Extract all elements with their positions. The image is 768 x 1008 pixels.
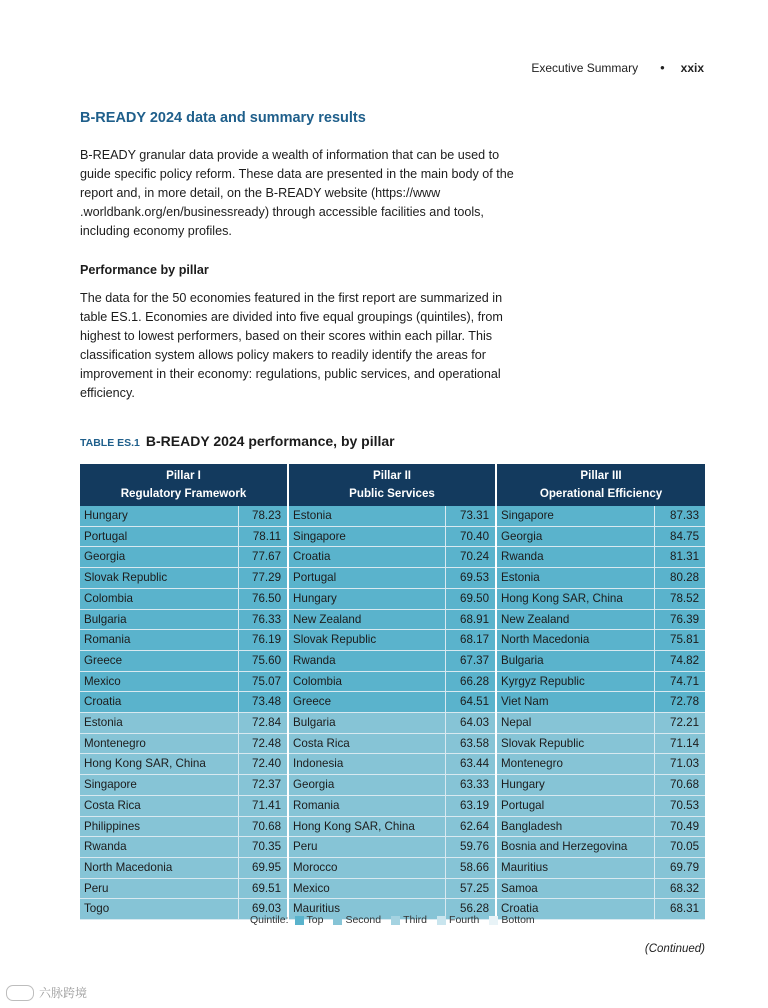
legend-item-top bbox=[295, 914, 324, 926]
table-caption bbox=[80, 433, 395, 449]
economy-pillar-1: Colombia bbox=[80, 588, 238, 609]
header-pillar-3 bbox=[496, 464, 705, 506]
score-pillar-1: 71.41 bbox=[238, 795, 288, 816]
economy-pillar-2: Colombia bbox=[288, 671, 445, 692]
header-pillar-1-line1: Pillar I bbox=[166, 469, 201, 482]
table-row bbox=[80, 650, 705, 671]
score-pillar-1: 73.48 bbox=[238, 692, 288, 713]
table-row bbox=[80, 671, 705, 692]
score-pillar-3: 71.14 bbox=[654, 733, 705, 754]
score-pillar-1: 70.68 bbox=[238, 816, 288, 837]
score-pillar-2: 63.58 bbox=[445, 733, 496, 754]
score-pillar-2: 67.37 bbox=[445, 650, 496, 671]
score-pillar-2: 68.91 bbox=[445, 609, 496, 630]
economy-pillar-2: Hungary bbox=[288, 588, 445, 609]
economy-pillar-3: North Macedonia bbox=[496, 630, 654, 651]
economy-pillar-1: Peru bbox=[80, 878, 238, 899]
economy-pillar-1: Hungary bbox=[80, 506, 238, 526]
score-pillar-3: 70.49 bbox=[654, 816, 705, 837]
score-pillar-3: 68.31 bbox=[654, 899, 705, 920]
economy-pillar-3: Montenegro bbox=[496, 754, 654, 775]
legend-item-fourth bbox=[437, 914, 479, 926]
legend-item-third bbox=[391, 914, 427, 926]
score-pillar-3: 68.32 bbox=[654, 878, 705, 899]
score-pillar-1: 69.51 bbox=[238, 878, 288, 899]
score-pillar-2: 68.17 bbox=[445, 630, 496, 651]
economy-pillar-1: Hong Kong SAR, China bbox=[80, 754, 238, 775]
economy-pillar-1: Singapore bbox=[80, 775, 238, 796]
score-pillar-2: 73.31 bbox=[445, 506, 496, 526]
economy-pillar-3: Rwanda bbox=[496, 547, 654, 568]
score-pillar-3: 84.75 bbox=[654, 526, 705, 547]
score-pillar-1: 75.07 bbox=[238, 671, 288, 692]
section-title: B-READY 2024 data and summary results bbox=[80, 110, 366, 126]
page-number: xxix bbox=[680, 60, 704, 75]
economy-pillar-2: Indonesia bbox=[288, 754, 445, 775]
economy-pillar-3: Bulgaria bbox=[496, 650, 654, 671]
score-pillar-2: 58.66 bbox=[445, 857, 496, 878]
score-pillar-3: 71.03 bbox=[654, 754, 705, 775]
watermark bbox=[6, 984, 87, 1001]
score-pillar-1: 72.40 bbox=[238, 754, 288, 775]
economy-pillar-3: New Zealand bbox=[496, 609, 654, 630]
economy-pillar-3: Nepal bbox=[496, 713, 654, 734]
table-row bbox=[80, 568, 705, 589]
running-head bbox=[531, 60, 704, 75]
score-pillar-2: 63.44 bbox=[445, 754, 496, 775]
header-pillar-1-line2: Regulatory Framework bbox=[120, 487, 247, 500]
economy-pillar-2: Georgia bbox=[288, 775, 445, 796]
score-pillar-3: 74.71 bbox=[654, 671, 705, 692]
economy-pillar-1: Estonia bbox=[80, 713, 238, 734]
score-pillar-3: 76.39 bbox=[654, 609, 705, 630]
economy-pillar-2: Romania bbox=[288, 795, 445, 816]
running-head-bullet: • bbox=[660, 60, 665, 75]
watermark-text: 六脉跨境 bbox=[39, 986, 88, 1000]
economy-pillar-1: Portugal bbox=[80, 526, 238, 547]
economy-pillar-2: Bulgaria bbox=[288, 713, 445, 734]
economy-pillar-3: Hungary bbox=[496, 775, 654, 796]
score-pillar-2: 66.28 bbox=[445, 671, 496, 692]
score-pillar-3: 81.31 bbox=[654, 547, 705, 568]
score-pillar-1: 70.35 bbox=[238, 837, 288, 858]
running-head-section: Executive Summary bbox=[531, 60, 639, 75]
table-row bbox=[80, 506, 705, 526]
economy-pillar-3: Portugal bbox=[496, 795, 654, 816]
subheading-performance-by-pillar: Performance by pillar bbox=[80, 263, 209, 277]
table-label: TABLE ES.1 bbox=[80, 437, 140, 449]
economy-pillar-2: Slovak Republic bbox=[288, 630, 445, 651]
economy-pillar-2: Mexico bbox=[288, 878, 445, 899]
legend-swatch-fourth bbox=[437, 916, 446, 925]
score-pillar-2: 63.19 bbox=[445, 795, 496, 816]
legend-text-fourth: Fourth bbox=[449, 914, 480, 926]
economy-pillar-1: North Macedonia bbox=[80, 857, 238, 878]
economy-pillar-1: Greece bbox=[80, 650, 238, 671]
legend-swatch-third bbox=[391, 916, 400, 925]
economy-pillar-1: Philippines bbox=[80, 816, 238, 837]
legend-swatch-bottom bbox=[489, 916, 498, 925]
score-pillar-2: 57.25 bbox=[445, 878, 496, 899]
score-pillar-1: 75.60 bbox=[238, 650, 288, 671]
legend-item-bottom bbox=[489, 914, 534, 926]
table-row bbox=[80, 878, 705, 899]
score-pillar-3: 70.05 bbox=[654, 837, 705, 858]
table-row bbox=[80, 588, 705, 609]
table-row bbox=[80, 733, 705, 754]
economy-pillar-2: Portugal bbox=[288, 568, 445, 589]
score-pillar-2: 64.03 bbox=[445, 713, 496, 734]
economy-pillar-1: Montenegro bbox=[80, 733, 238, 754]
legend-text-second: Second bbox=[345, 914, 382, 926]
economy-pillar-1: Georgia bbox=[80, 547, 238, 568]
score-pillar-1: 72.37 bbox=[238, 775, 288, 796]
economy-pillar-1: Slovak Republic bbox=[80, 568, 238, 589]
table-title: B-READY 2024 performance, by pillar bbox=[145, 433, 395, 449]
economy-pillar-3: Hong Kong SAR, China bbox=[496, 588, 654, 609]
economy-pillar-2: Rwanda bbox=[288, 650, 445, 671]
score-pillar-1: 76.19 bbox=[238, 630, 288, 651]
economy-pillar-1: Bulgaria bbox=[80, 609, 238, 630]
legend-text-bottom: Bottom bbox=[501, 914, 535, 926]
table-row bbox=[80, 816, 705, 837]
economy-pillar-1: Mexico bbox=[80, 671, 238, 692]
table-row bbox=[80, 692, 705, 713]
economy-pillar-3: Singapore bbox=[496, 506, 654, 526]
economy-pillar-2: Morocco bbox=[288, 857, 445, 878]
score-pillar-3: 74.82 bbox=[654, 650, 705, 671]
economy-pillar-1: Togo bbox=[80, 899, 238, 920]
score-pillar-3: 69.79 bbox=[654, 857, 705, 878]
economy-pillar-2: Estonia bbox=[288, 506, 445, 526]
economy-pillar-3: Kyrgyz Republic bbox=[496, 671, 654, 692]
table-row bbox=[80, 630, 705, 651]
score-pillar-3: 87.33 bbox=[654, 506, 705, 526]
score-pillar-2: 62.64 bbox=[445, 816, 496, 837]
legend-label: Quintile: bbox=[250, 914, 289, 926]
score-pillar-3: 78.52 bbox=[654, 588, 705, 609]
legend-item-second bbox=[333, 914, 381, 926]
economy-pillar-3: Bosnia and Herzegovina bbox=[496, 837, 654, 858]
score-pillar-1: 76.50 bbox=[238, 588, 288, 609]
table-row bbox=[80, 754, 705, 775]
score-pillar-2: 63.33 bbox=[445, 775, 496, 796]
header-pillar-3-line2: Operational Efficiency bbox=[539, 487, 663, 500]
header-pillar-3-line1: Pillar III bbox=[580, 469, 622, 482]
table-row bbox=[80, 713, 705, 734]
pillar-paragraph: The data for the 50 economies featured in the first report are summarized in table ES.1. Economies are divided into five equal groupings (quintiles), from highest to lowest performers, based on their scores within each pillar. This classification system allows policy makers to readily identify the areas for improvement in their economy: regulations, public services, and operational efficiency. bbox=[80, 291, 503, 400]
economy-pillar-2: Peru bbox=[288, 837, 445, 858]
score-pillar-2: 70.24 bbox=[445, 547, 496, 568]
table-row bbox=[80, 857, 705, 878]
economy-pillar-3: Viet Nam bbox=[496, 692, 654, 713]
score-pillar-2: 70.40 bbox=[445, 526, 496, 547]
economy-pillar-3: Bangladesh bbox=[496, 816, 654, 837]
score-pillar-3: 75.81 bbox=[654, 630, 705, 651]
header-pillar-2-line2: Public Services bbox=[349, 487, 435, 500]
header-pillar-2 bbox=[288, 464, 496, 506]
score-pillar-1: 77.67 bbox=[238, 547, 288, 568]
header-pillar-1 bbox=[80, 464, 288, 506]
economy-pillar-3: Samoa bbox=[496, 878, 654, 899]
score-pillar-1: 76.33 bbox=[238, 609, 288, 630]
economy-pillar-1: Romania bbox=[80, 630, 238, 651]
header-pillar-2-line1: Pillar II bbox=[373, 469, 412, 482]
table-row bbox=[80, 775, 705, 796]
legend-swatch-top bbox=[295, 916, 304, 925]
score-pillar-1: 72.48 bbox=[238, 733, 288, 754]
score-pillar-3: 80.28 bbox=[654, 568, 705, 589]
table-header-row bbox=[80, 464, 705, 506]
score-pillar-3: 72.78 bbox=[654, 692, 705, 713]
economy-pillar-2: Hong Kong SAR, China bbox=[288, 816, 445, 837]
legend-text-third: Third bbox=[403, 914, 428, 926]
economy-pillar-3: Estonia bbox=[496, 568, 654, 589]
economy-pillar-2: Mauritius bbox=[288, 899, 445, 920]
score-pillar-1: 72.84 bbox=[238, 713, 288, 734]
table-row bbox=[80, 837, 705, 858]
economy-pillar-3: Croatia bbox=[496, 899, 654, 920]
score-pillar-1: 78.23 bbox=[238, 506, 288, 526]
score-pillar-2: 64.51 bbox=[445, 692, 496, 713]
score-pillar-1: 78.11 bbox=[238, 526, 288, 547]
legend-swatch-second bbox=[333, 916, 342, 925]
score-pillar-2: 69.50 bbox=[445, 588, 496, 609]
watermark-logo-icon bbox=[6, 985, 34, 1001]
legend-text-top: Top bbox=[306, 914, 324, 926]
economy-pillar-1: Costa Rica bbox=[80, 795, 238, 816]
score-pillar-3: 72.21 bbox=[654, 713, 705, 734]
economy-pillar-2: New Zealand bbox=[288, 609, 445, 630]
table-row bbox=[80, 795, 705, 816]
economy-pillar-1: Croatia bbox=[80, 692, 238, 713]
score-pillar-1: 69.03 bbox=[238, 899, 288, 920]
economy-pillar-2: Greece bbox=[288, 692, 445, 713]
score-pillar-2: 59.76 bbox=[445, 837, 496, 858]
economy-pillar-3: Georgia bbox=[496, 526, 654, 547]
economy-pillar-1: Rwanda bbox=[80, 837, 238, 858]
score-pillar-1: 69.95 bbox=[238, 857, 288, 878]
score-pillar-3: 70.53 bbox=[654, 795, 705, 816]
table-row bbox=[80, 609, 705, 630]
economy-pillar-2: Singapore bbox=[288, 526, 445, 547]
score-pillar-2: 56.28 bbox=[445, 899, 496, 920]
quintile-legend bbox=[250, 914, 545, 926]
intro-paragraph: B-READY granular data provide a wealth of information that can be used to guide specific policy reform. These data are presented in the main body of the report and, in more detail, on the B-READY website (https://www .worldbank.org/en/businessready) through accessible facilities and tools, including economy profiles. bbox=[80, 148, 514, 238]
table-body bbox=[80, 506, 705, 920]
economy-pillar-2: Costa Rica bbox=[288, 733, 445, 754]
table-row bbox=[80, 526, 705, 547]
score-pillar-2: 69.53 bbox=[445, 568, 496, 589]
economy-pillar-3: Mauritius bbox=[496, 857, 654, 878]
score-pillar-3: 70.68 bbox=[654, 775, 705, 796]
table-row bbox=[80, 547, 705, 568]
score-pillar-1: 77.29 bbox=[238, 568, 288, 589]
performance-table bbox=[80, 464, 705, 920]
continued-note: (Continued) bbox=[644, 943, 705, 955]
economy-pillar-3: Slovak Republic bbox=[496, 733, 654, 754]
economy-pillar-2: Croatia bbox=[288, 547, 445, 568]
